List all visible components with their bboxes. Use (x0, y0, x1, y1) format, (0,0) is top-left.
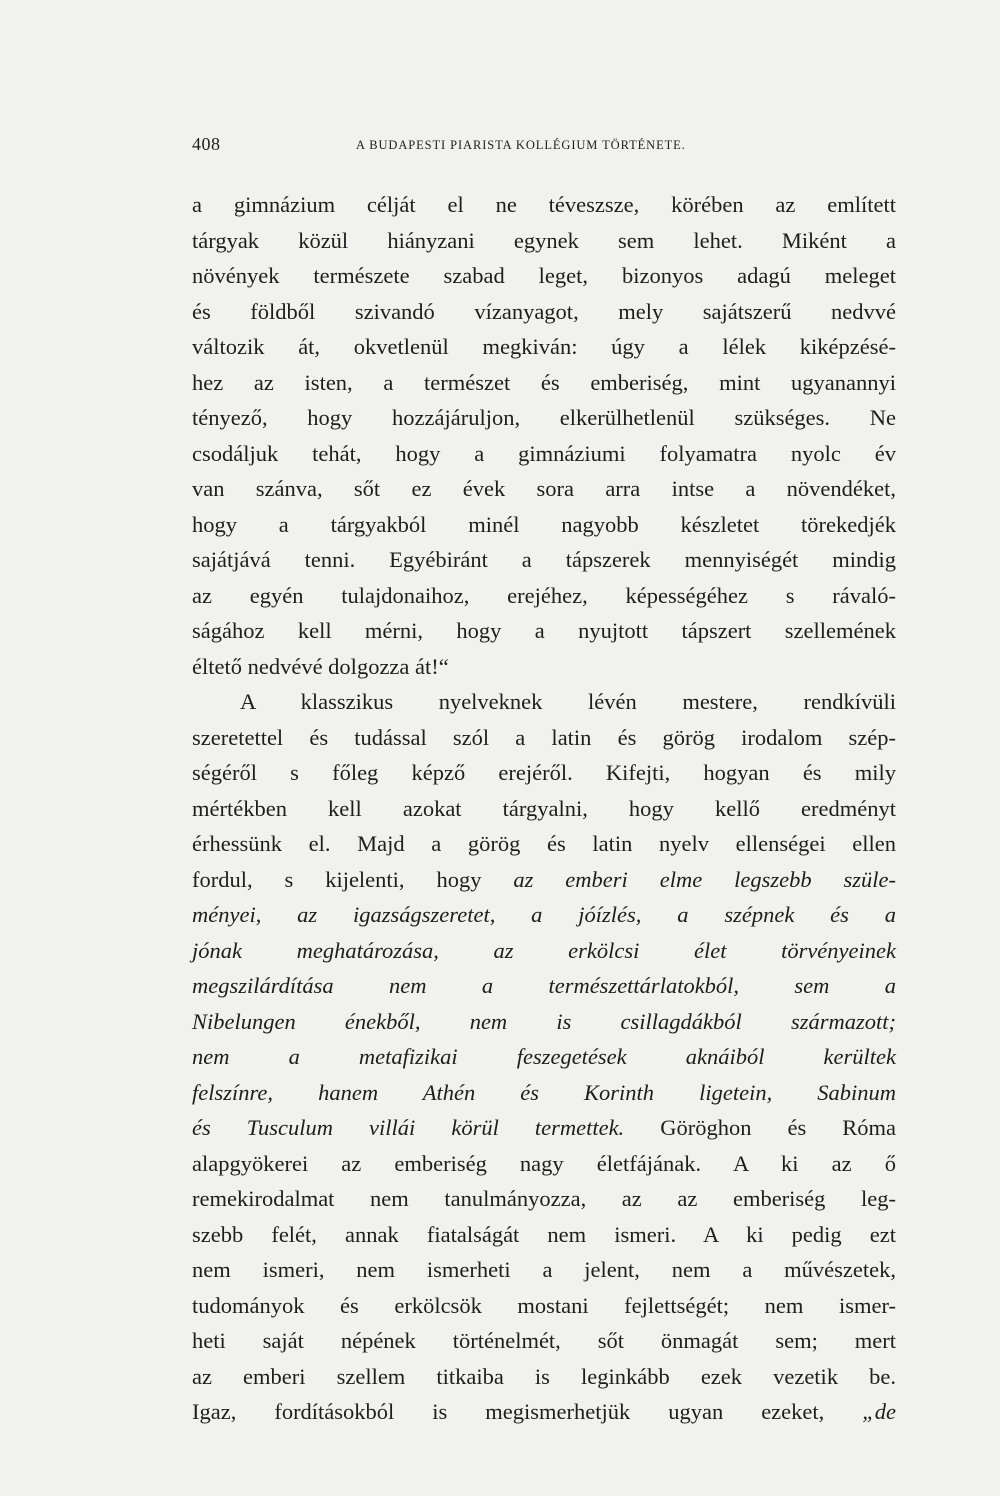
page-header (192, 130, 896, 160)
text-line (192, 187, 896, 223)
text-segment: remekirodalmat nem tanulmányozza, az az emberiség leg- (192, 1186, 896, 1211)
text-line (192, 223, 896, 259)
text-line (192, 862, 896, 898)
text-line (192, 436, 896, 472)
text-segment: fordul, s kijelenti, hogy (192, 866, 514, 892)
text-segment: hogy a tárgyakból minél nagyobb készletet törekedjék (192, 511, 896, 537)
text-line (192, 1288, 896, 1324)
text-segment: ségéről s főleg képző erejéről. Kifejti, hogyan és mily (192, 760, 896, 785)
text-segment: Igaz, fordításokból is megismerhetjük ugyan ezeket, (192, 1399, 863, 1424)
text-segment: szebb felét, annak fiatalságát nem ismeri. A ki pedig ezt (192, 1221, 896, 1247)
text-line (192, 294, 896, 330)
text-line (192, 365, 896, 401)
text-segment: A klasszikus nyelveknek lévén mestere, rendkívüli (240, 689, 896, 714)
text-line (192, 1217, 896, 1253)
text-segment: tényező, hogy hozzájáruljon, elkerülhetlenül szükséges. Ne (192, 405, 896, 430)
text-segment: változik át, okvetlenül megkiván: úgy a lélek kiképzésé- (192, 334, 896, 359)
italic-text: nem a metafizikai feszegetések aknáiból kerültek (192, 1044, 896, 1069)
text-line (192, 1359, 896, 1395)
text-segment: csodáljuk tehát, hogy a gimnáziumi folyamatra nyolc év (192, 440, 896, 466)
text-segment: hez az isten, a természet és emberiség, mint ugyanannyi (192, 369, 896, 395)
text-line (192, 400, 896, 436)
italic-text: ményei, az igazságszeretet, a jóízlés, a szépnek és a (192, 902, 896, 927)
text-line (192, 1252, 896, 1288)
body-text (192, 187, 896, 1430)
text-segment: alapgyökerei az emberiség nagy életfájának. A ki az ő (192, 1150, 896, 1176)
text-segment: érhessünk el. Majd a görög és latin nyelv ellenségei ellen (192, 831, 896, 856)
text-line (192, 755, 896, 791)
text-line (192, 933, 896, 969)
text-line (192, 1146, 896, 1182)
text-segment: nem ismeri, nem ismerheti a jelent, nem a művészetek, (192, 1257, 896, 1282)
page-number: 408 (192, 134, 221, 154)
italic-text: „de (862, 1399, 896, 1424)
text-line (192, 791, 896, 827)
text-segment: mértékben kell azokat tárgyalni, hogy kellő eredményt (192, 795, 896, 821)
text-segment: tudományok és erkölcsök mostani fejlettségét; nem ismer- (192, 1292, 896, 1318)
text-line (192, 1075, 896, 1111)
italic-text: felszínre, hanem Athén és Korinth ligetein, Sabinum (192, 1079, 896, 1105)
text-segment: és földből szivandó vízanyagot, mely sajátszerű nedvvé (192, 298, 896, 324)
text-line (192, 1039, 896, 1075)
text-line (192, 649, 896, 685)
text-line (192, 1323, 896, 1359)
italic-text: jónak meghatározása, az erkölcsi élet törvényeinek (192, 937, 896, 963)
italic-text: megszilárdítása nem a természettárlatokból, sem a (192, 973, 896, 998)
text-segment: az egyén tulajdonaihoz, erejéhez, képességéhez s rávaló- (192, 582, 896, 608)
text-segment: növények természete szabad leget, bizonyos adagú meleget (192, 263, 896, 288)
text-segment: szeretettel és tudással szól a latin és görög irodalom szép- (192, 724, 896, 750)
text-line (192, 507, 896, 543)
running-title: A BUDAPESTI PIARISTA KOLLÉGIUM TÖRTÉNETE. (356, 138, 686, 152)
italic-text: az emberi elme legszebb szüle- (513, 866, 896, 892)
text-line (192, 720, 896, 756)
text-line (192, 613, 896, 649)
text-line (192, 258, 896, 294)
text-segment: tárgyak közül hiányzani egynek sem lehet. Miként a (192, 227, 896, 253)
text-line (192, 684, 896, 720)
text-segment: heti saját népének történelmét, sőt önmagát sem; mert (192, 1328, 896, 1353)
text-line (192, 968, 896, 1004)
text-line (192, 1004, 896, 1040)
text-line (192, 1394, 896, 1430)
text-line (192, 329, 896, 365)
text-line (192, 897, 896, 933)
text-segment: sajátjává tenni. Egyébiránt a tápszerek mennyiségét mindig (192, 547, 896, 572)
text-segment: az emberi szellem titkaiba is leginkább ezek vezetik be. (192, 1363, 896, 1389)
text-line (192, 578, 896, 614)
italic-text: és Tusculum villái körül termettek. (192, 1115, 625, 1140)
text-line (192, 826, 896, 862)
text-segment: Göröghon és Róma (624, 1115, 896, 1140)
text-line (192, 1110, 896, 1146)
italic-text: Nibelungen énekből, nem is csillagdákból származott; (192, 1008, 896, 1034)
text-line (192, 1181, 896, 1217)
text-segment: a gimnázium célját el ne téveszsze, körében az említett (192, 192, 896, 217)
text-segment: ságához kell mérni, hogy a nyujtott tápszert szellemének (192, 618, 896, 643)
text-line (192, 471, 896, 507)
text-segment: van szánva, sőt ez évek sora arra intse a növendéket, (192, 476, 896, 501)
text-line (192, 542, 896, 578)
text-segment: éltető nedvévé dolgozza át!“ (192, 653, 449, 679)
